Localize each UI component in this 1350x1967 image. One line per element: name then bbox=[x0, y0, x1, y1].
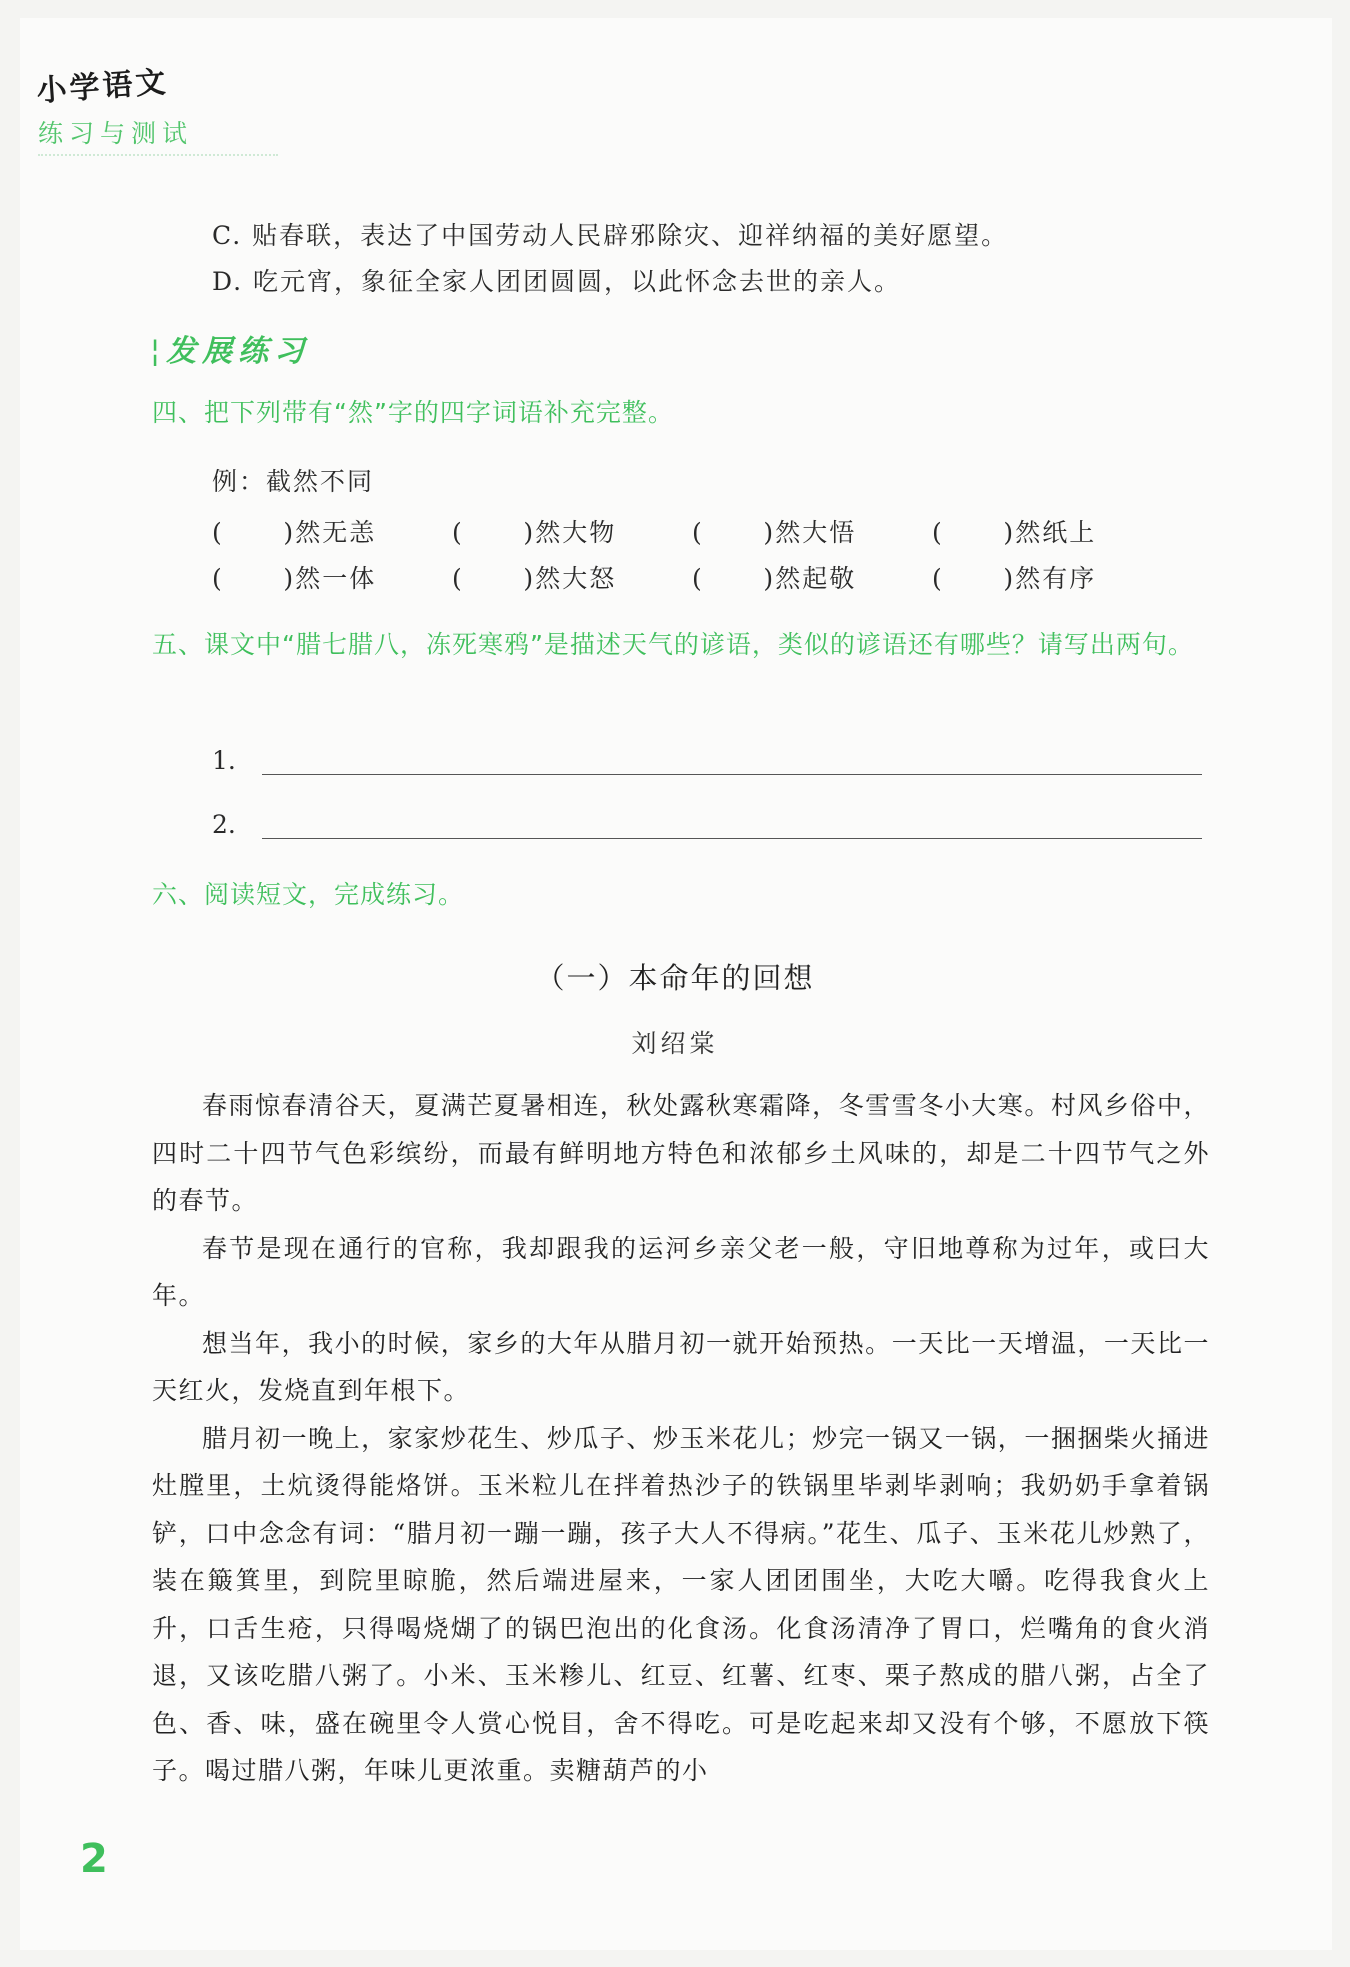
section-heading bbox=[150, 326, 310, 370]
word-fill-grid bbox=[212, 508, 1172, 600]
book-subtitle: 练习与测试 bbox=[38, 114, 278, 156]
question-4-example: 例：截然不同 bbox=[212, 467, 375, 496]
question-5-title: 五、课文中“腊七腊八，冻死寒鸦”是描述天气的谚语，类似的谚语还有哪些？请写出两句。 bbox=[152, 630, 1194, 659]
book-title: 小学语文 bbox=[35, 64, 170, 110]
paragraph: 腊月初一晚上，家家炒花生、炒瓜子、炒玉米花儿；炒完一锅又一锅，一捆捆柴火捅进灶膛里，土炕烫得能烙饼。玉米粒儿在拌着热沙子的铁锅里毕剥毕剥响；我奶奶手拿着锅铲，口中念念有词：“腊月初一蹦一蹦，孩子大人不得病。”花生、瓜子、玉米花儿炒熟了，装在簸箕里，到院里晾脆，然后端进屋来，一家人团团围坐，大吃大嚼。吃得我食火上升，口舌生疮，只得喝烧煳了的锅巴泡出的化食汤。化食汤清净了胃口，烂嘴角的食火消退，又该吃腊八粥了。小米、玉米糁儿、红豆、红薯、红枣、栗子熬成的腊八粥，占全了色、香、味，盛在碗里令人赏心悦目，舍不得吃。可是吃起来却又没有个够，不愿放下筷子。喝过腊八粥，年味儿更浓重。卖糖葫芦的小 bbox=[152, 1423, 1210, 1785]
word-blank[interactable]: ( )然大怒 bbox=[452, 564, 617, 593]
word-blank[interactable]: ( )然大悟 bbox=[692, 518, 857, 547]
paragraph: 春雨惊春清谷天，夏满芒夏暑相连，秋处露秋寒霜降，冬雪雪冬小大寒。村风乡俗中，四时二十四节气色彩缤纷，而最有鲜明地方特色和浓郁乡土风味的，却是二十四节气之外的春节。 bbox=[152, 1091, 1210, 1215]
question-6-title: 六、阅读短文，完成练习。 bbox=[152, 880, 465, 909]
article-title: （一）本命年的回想 bbox=[535, 961, 815, 995]
page-number: 2 bbox=[80, 1836, 108, 1882]
answer-line-2[interactable] bbox=[212, 808, 1202, 839]
word-blank[interactable]: ( )然一体 bbox=[212, 564, 377, 593]
word-blank[interactable]: ( )然纸上 bbox=[932, 518, 1097, 547]
word-blank[interactable]: ( )然起敬 bbox=[692, 564, 857, 593]
paragraph: 想当年，我小的时候，家乡的大年从腊月初一就开始预热。一天比一天增温，一天比一天红火，发烧直到年根下。 bbox=[152, 1328, 1210, 1405]
paragraph: 春节是现在通行的官称，我却跟我的运河乡亲父老一般，守旧地尊称为过年，或曰大年。 bbox=[152, 1233, 1210, 1310]
option-c: C. 贴春联，表达了中国劳动人民辟邪除灾、迎祥纳福的美好愿望。 bbox=[212, 221, 1009, 250]
word-blank[interactable]: ( )然有序 bbox=[932, 564, 1097, 593]
answer-number: 2. bbox=[212, 810, 236, 839]
question-4-title: 四、把下列带有“然”字的四字词语补充完整。 bbox=[152, 398, 674, 427]
article-author: 刘绍棠 bbox=[631, 1029, 719, 1058]
answer-line-1[interactable] bbox=[212, 744, 1202, 775]
word-blank[interactable]: ( )然大物 bbox=[452, 518, 617, 547]
answer-blank[interactable] bbox=[262, 808, 1202, 839]
section-mark: ¦ bbox=[150, 334, 161, 369]
section-title: 发展练习 bbox=[166, 334, 311, 369]
word-blank[interactable]: ( )然无恙 bbox=[212, 518, 377, 547]
grid-row bbox=[212, 508, 1172, 554]
header-brand bbox=[35, 64, 278, 156]
answer-number: 1. bbox=[212, 746, 236, 775]
option-d: D. 吃元宵，象征全家人团团圆圆，以此怀念去世的亲人。 bbox=[212, 267, 902, 296]
answer-blank[interactable] bbox=[262, 744, 1202, 775]
article-body bbox=[152, 1082, 1210, 1795]
grid-row bbox=[212, 554, 1172, 600]
